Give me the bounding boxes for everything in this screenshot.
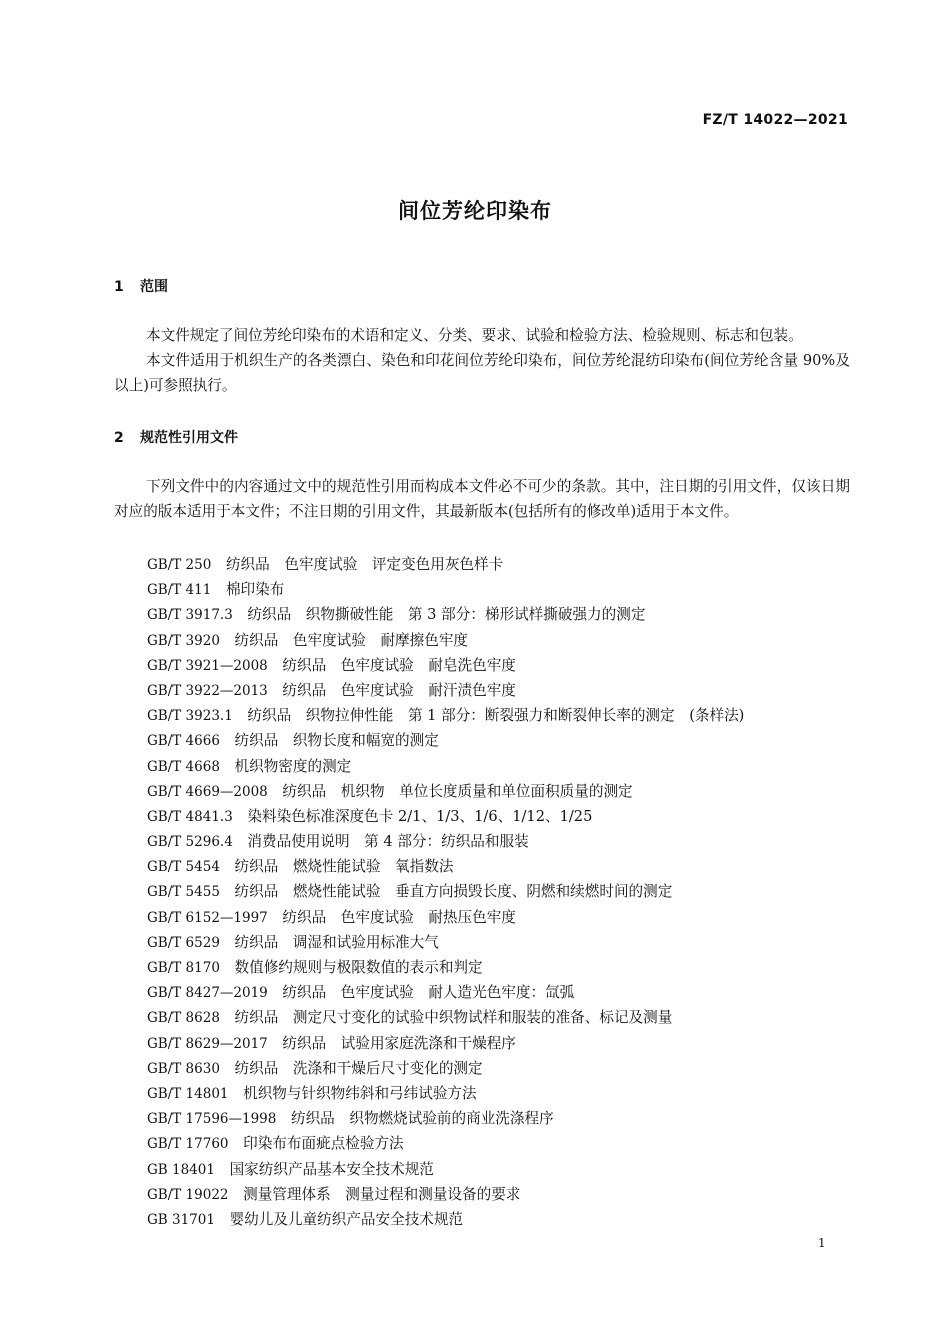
scope-paragraph: 本文件适用于机织生产的各类漂白、染色和印花间位芳纶印染布，间位芳纶混纺印染布(间位芳纶含量 90%及以上)可参照执行。 [114,352,850,394]
reference-title: 国家纺织产品基本安全技术规范 [229,1160,434,1178]
reference-code: GB/T 8170 [147,960,220,976]
reference-code: GB/T 6529 [147,934,220,951]
reference-title: 数值修约规则与极限数值的表示和判定 [234,959,483,976]
reference-item [147,879,744,904]
standard-code: FZ/T 14022—2021 [702,112,848,128]
reference-code: GB/T 4668 [147,758,220,775]
references-intro: 下列文件中的内容通过文中的规范性引用而构成本文件必不可少的条款。其中，注日期的引用文件，仅该日期对应的版本适用于本文件；不注日期的引用文件，其最新版本(包括所有的修改单)适用于本文件。 [114,478,850,520]
reference-title: 印染布布面疵点检验方法 [243,1135,404,1153]
reference-item [147,804,744,829]
reference-code: GB/T 3920 [147,632,220,649]
reference-code: GB/T 4669—2008 [147,783,268,800]
reference-item [147,1106,744,1131]
reference-item [147,703,744,728]
section-number: 1 [114,279,124,295]
reference-item [147,678,744,703]
reference-item [147,1157,744,1182]
reference-code: GB 18401 [147,1161,215,1178]
reference-code: GB/T 17596—1998 [147,1111,277,1128]
reference-title: 纺织品 色牢度试验 耐摩擦色牢度 [234,631,469,649]
reference-title: 纺织品 洗涤和干燥后尺寸变化的测定 [234,1059,483,1077]
reference-title: 染料染色标准深度色卡 2/1、1/3、1/6、1/12、1/25 [247,807,593,825]
reference-code: GB/T 6152—1997 [147,909,268,926]
reference-item [147,930,744,955]
reference-code: GB/T 3917.3 [147,607,233,624]
section-title: 规范性引用文件 [140,430,238,446]
reference-item [147,1031,744,1056]
reference-item [147,1081,744,1106]
section-title: 范围 [140,279,168,295]
reference-item [147,754,744,779]
reference-title: 纺织品 测定尺寸变化的试验中织物试样和服装的准备、标记及测量 [234,1009,673,1027]
reference-title: 纺织品 燃烧性能试验 氧指数法 [234,858,454,876]
reference-title: 机织物密度的测定 [234,757,352,775]
reference-item [147,829,744,854]
reference-code: GB/T 8630 [147,1060,220,1077]
reference-title: 棉印染布 [225,581,285,599]
reference-title: 纺织品 试验用家庭洗涤和干燥程序 [282,1034,516,1052]
reference-code: GB/T 17760 [147,1136,229,1153]
reference-code: GB/T 8629—2017 [147,1035,268,1052]
reference-title: 纺织品 织物长度和幅宽的测定 [234,732,439,750]
reference-title: 纺织品 色牢度试验 评定变色用灰色样卡 [225,556,504,573]
reference-item [147,955,744,980]
reference-item [147,577,744,602]
reference-item [147,1182,744,1207]
section-heading-scope [114,276,168,296]
reference-item [147,1131,744,1156]
reference-code: GB/T 4666 [147,733,220,750]
section-heading-normative-references [114,427,238,447]
reference-code: GB/T 5454 [147,859,220,876]
reference-code: GB/T 8628 [147,1010,220,1027]
page-number: 1 [818,1236,826,1250]
reference-title: 测量管理体系 测量过程和测量设备的要求 [243,1185,521,1203]
reference-code: GB 31701 [147,1211,215,1228]
reference-title: 纺织品 织物撕破性能 第 3 部分：梯形试样撕破强力的测定 [247,606,646,624]
reference-item [147,905,744,930]
reference-title: 纺织品 色牢度试验 耐人造光色牢度：氙弧 [282,984,575,1002]
reference-code: GB/T 3921—2008 [147,657,268,674]
reference-title: 纺织品 调湿和试验用标准大气 [234,933,439,951]
reference-item [147,628,744,653]
reference-title: 纺织品 色牢度试验 耐汗渍色牢度 [282,681,516,699]
reference-title: 纺织品 色牢度试验 耐皂洗色牢度 [282,656,516,674]
reference-code: GB/T 4841.3 [147,808,233,825]
reference-item [147,1207,744,1232]
reference-list [147,552,744,1232]
reference-item [147,980,744,1005]
reference-title: 消费品使用说明 第 4 部分：纺织品和服装 [247,833,529,851]
reference-code: GB/T 14801 [147,1085,229,1102]
reference-title: 纺织品 色牢度试验 耐热压色牢度 [282,908,516,926]
reference-item [147,854,744,879]
reference-title: 纺织品 织物燃烧试验前的商业洗涤程序 [290,1110,554,1128]
reference-code: GB/T 411 [147,582,212,599]
document-title: 间位芳纶印染布 [398,199,552,223]
reference-code: GB/T 5455 [147,884,220,901]
reference-title: 纺织品 织物拉伸性能 第 1 部分：断裂强力和断裂伸长率的测定 (条样法) [247,707,745,725]
reference-item [147,728,744,753]
scope-paragraph: 本文件规定了间位芳纶印染布的术语和定义、分类、要求、试验和检验方法、检验规则、标志和包装。 [146,327,803,344]
reference-code: GB/T 8427—2019 [147,985,268,1002]
reference-item [147,552,744,577]
reference-title: 纺织品 机织物 单位长度质量和单位面积质量的测定 [282,782,633,800]
reference-item [147,779,744,804]
reference-code: GB/T 19022 [147,1186,229,1203]
reference-code: GB/T 3923.1 [147,708,233,725]
reference-title: 纺织品 燃烧性能试验 垂直方向损毁长度、阴燃和续燃时间的测定 [234,883,673,901]
reference-item [147,1056,744,1081]
reference-item [147,602,744,627]
reference-code: GB/T 5296.4 [147,834,233,851]
reference-item [147,653,744,678]
section-number: 2 [114,430,124,446]
reference-title: 机织物与针织物纬斜和弓纬试验方法 [243,1084,477,1102]
reference-code: GB/T 3922—2013 [147,682,268,699]
reference-item [147,1005,744,1030]
reference-code: GB/T 250 [147,557,212,573]
reference-title: 婴幼儿及儿童纺织产品安全技术规范 [229,1210,464,1228]
